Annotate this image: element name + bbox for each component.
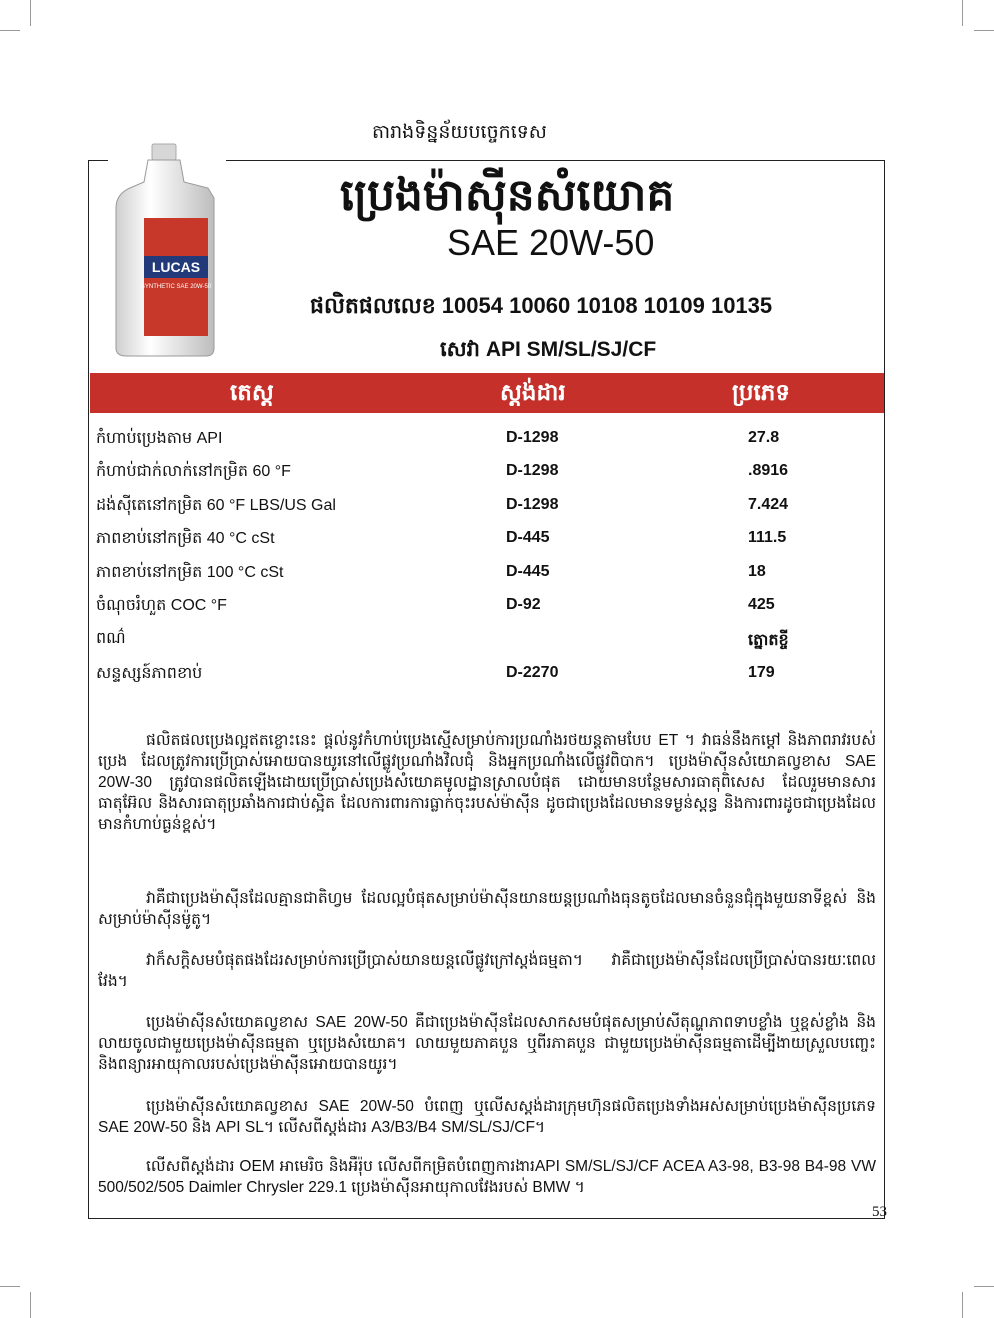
paragraph-text: ប្រេងម៉ាស៊ីនសំយោគល្វខាស SAE 20W-50 គឺជាប្រេងម៉ាស៊ីនដែលសាកសមបំផុតសម្រាប់សីតុណ្ហភាពទាបខ្លាំង ឬខ្ពស់ខ្លាំង និងលាយចូលជាមួយប្រេងម៉ាស៊ីនធម្មតា ឬប្រេងសំយោគ។ លាយមួយភាគបួន ឬពីរភាគបួន ជាមួយប្រេងម៉ាស៊ីនធម្មតាដើម្បីងាយស្រួលបញ្ចេះ និងពន្យារអាយុកាលរបស់ប្រេងម៉ាស៊ីនអោយបានយូរ។ [98,1014,876,1073]
header-standard: ស្តង់ដារ [500,380,566,406]
crop-mark [962,0,963,26]
crop-mark [30,0,31,26]
table-row [96,523,876,553]
row-test: កំហាប់ប្រេងតាម API [96,430,223,447]
row-value: .8916 [748,462,789,479]
crop-mark [0,1286,20,1287]
row-standard: D-445 [506,563,550,580]
row-test: ចំណុចរំហួត COC °F [96,597,227,614]
row-value: 179 [748,664,775,681]
paragraph-text: ប្រេងម៉ាស៊ីនសំយោគល្វខាស SAE 20W-50 បំពេញ ឬលើសស្តង់ដារក្រុមហ៊ុនផលិតប្រេងទាំងអស់សម្រាប់ប្រេងម៉ាស៊ីនប្រភេទ SAE 20W-50 និង API SL។ លើសពីស្តង់ដារ A3/B3/B4 SM/SL/SJ/CF។ [98,1098,876,1136]
crop-mark [962,1292,963,1318]
section-header-label: តារាងទិន្នន័យបច្ចេកទេស [372,121,547,143]
table-row [96,490,876,520]
table-row [96,557,876,587]
row-standard: D-92 [506,596,541,613]
crop-mark [974,1286,994,1287]
row-test: ភាពខាប់នៅកម្រិត 40 °C cSt [96,530,275,547]
product-numbers: ផលិតផលលេខ 10054 10060 10108 10109 10135 [310,293,773,318]
description-paragraph [98,888,876,930]
description-paragraph [98,730,876,835]
row-value: ត្នោតខ្ចី [748,632,789,649]
product-title-khmer: ប្រេងម៉ាស៊ីនសំយោគ [340,170,675,221]
description-paragraph [98,1096,876,1138]
row-test: ដង់ស៊ីតេនៅកម្រិត 60 °F LBS/US Gal [96,497,336,514]
row-test: សន្ទស្សន៍ភាពខាប់ [96,665,203,682]
row-value: 18 [748,563,766,580]
row-standard: D-1298 [506,429,559,446]
service-rating: សេវា API SM/SL/SJ/CF [440,338,657,361]
row-standard: D-2270 [506,664,559,681]
crop-mark [974,30,994,31]
page-number: 53 [872,1204,887,1220]
header-test: តេស្ត [230,380,274,406]
description-paragraph [98,1012,876,1075]
row-value: 111.5 [748,529,787,546]
table-row [96,658,876,688]
description-paragraph [98,1156,876,1198]
table-row [96,590,876,620]
row-standard: D-445 [506,529,550,546]
table-row [96,456,876,486]
row-test: ពណ៌ [96,630,126,647]
table-row [96,623,876,653]
product-grade: SAE 20W-50 [447,222,655,263]
spec-table-header [90,373,884,413]
paragraph-text: ផលិតផលប្រេងល្អឥតខ្ចោះនេះ ផ្តល់នូវកំហាប់ប្រេងស្មើសម្រាប់ការប្រណាំងរថយន្តតាមបែប ET ។ វាធន់នឹងកម្តៅ និងភាពរាវរបស់ប្រេង ដែលត្រូវការប្រើប្រាស់អោយបានយូរនៅលើផ្លូវប្រណាំងវិលជុំ និងអ្នកប្រណាំងលើផ្លូវពិបាក។ ប្រេងម៉ាស៊ីនសំយោគល្វខាស SAE 20W-30 ត្រូវបានផលិតឡើងដោយប្រើប្រាស់ប្រេងសំយោគមូលដ្ឋានស្រាលបំផុត ដោយមានបន្ថែមសារធាតុពិសេស ដែលរួមមានសារធាតុអ៊ែល និងសារធាតុប្រឆាំងការជាប់ស្អិត ដែលការពារការធ្លាក់ចុះរបស់ម៉ាស៊ីន ដូចជាប្រេងដែលមានទម្ងន់ស្តន្ធ និងការពារដូចជាប្រេងដែលមានកំហាប់ធ្ងន់ខ្ពស់។ [98,732,876,833]
table-row [96,423,876,453]
paragraph-text: វាគឺជាប្រេងម៉ាស៊ីនដែលគ្មានជាតិហ្វម ដែលល្អបំផុតសម្រាប់ម៉ាស៊ីនយានយន្តប្រណាំងធុនតូចដែលមានចំនួនជុំក្នុងមួយនាទីខ្ពស់ និងសម្រាប់ម៉ាស៊ីនម៉ូតូ។ [98,890,876,928]
header-type: ប្រភេទ [732,380,790,406]
bottle-label-text: SYNTHETIC SAE 20W-50 [140,284,212,290]
row-value: 7.424 [748,496,789,513]
row-standard: D-1298 [506,496,559,513]
row-value: 425 [748,596,775,613]
row-test: កំហាប់ជាក់លាក់នៅកម្រិត 60 °F [96,463,291,480]
paragraph-text: លើសពីស្តង់ដារ OEM អាមេរិច និងអឺរ៉ុប លើសពីកម្រិតបំពេញការងារAPI SM/SL/SJ/CF ACEA A3-98, B3-98 B4-98 VW 500/502/505 Daimler Chrysler 229.1 ប្រេងម៉ាស៊ីនអាយុកាលវែងរបស់ BMW ។ [98,1158,876,1196]
paragraph-text: វាក៏សក្តិសមបំផុតផងដែរសម្រាប់ការប្រើប្រាស់យានយន្តលើផ្លូវក្រៅស្តង់ធម្មតា។ វាគឺជាប្រេងម៉ាស៊ីនដែលប្រើប្រាស់បានរយៈពេលវែង។ [98,952,876,990]
row-standard: D-1298 [506,462,559,479]
row-test: ភាពខាប់នៅកម្រិត 100 °C cSt [96,564,284,581]
product-bottle-image [108,138,226,360]
row-value: 27.8 [748,429,780,446]
crop-mark [30,1292,31,1318]
description-paragraph [98,950,876,992]
crop-mark [0,30,20,31]
bottle-brand: LUCAS [151,259,201,275]
